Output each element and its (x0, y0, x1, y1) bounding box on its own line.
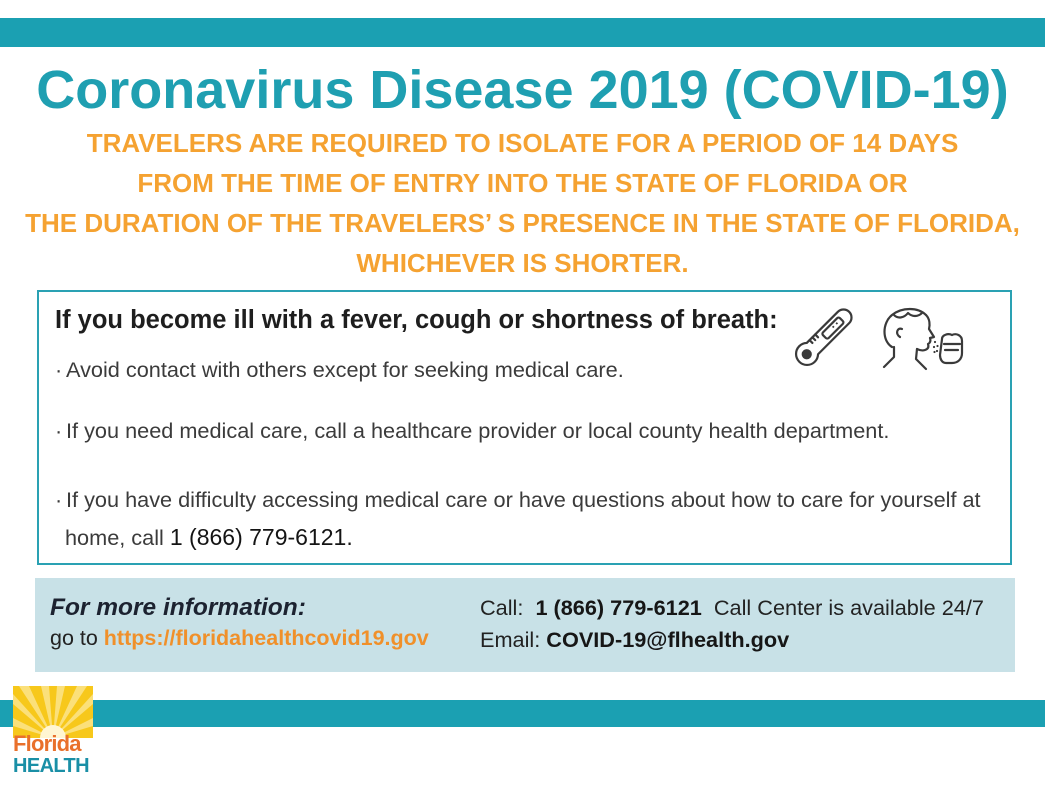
email-line (480, 626, 789, 654)
notice-line-3: THE DURATION OF THE TRAVELERS’ S PRESENCE IN THE STATE OF FLORIDA, (25, 208, 1020, 238)
helpline-phone[interactable]: 1 (866) 779-6121. (169, 524, 353, 550)
more-info-label: For more information: (50, 594, 306, 621)
bullet-marker: · (55, 487, 63, 512)
website-link[interactable]: https://floridahealthcovid19.gov (103, 626, 429, 650)
call-center-note: Call Center is available 24/7 (701, 595, 984, 620)
email-link[interactable]: COVID-19@flhealth.gov (546, 627, 790, 652)
bullet-text: If you have difficulty accessing medical care or have questions about how to care for yourself at (66, 487, 981, 512)
list-item (55, 417, 889, 445)
notice-line-2: FROM THE TIME OF ENTRY INTO THE STATE OF FLORIDA OR (137, 168, 908, 198)
florida-health-logo (13, 686, 93, 778)
list-item (55, 356, 624, 384)
coughing-person-icon (878, 303, 968, 373)
top-teal-bar (0, 18, 1045, 47)
notice-line-1: TRAVELERS ARE REQUIRED TO ISOLATE FOR A PERIOD OF 14 DAYS (86, 128, 959, 158)
call-label: Call: (480, 595, 536, 620)
thermometer-icon (788, 303, 858, 373)
bottom-teal-bar (0, 700, 1045, 727)
bullet-marker: · (55, 357, 63, 382)
website-line (50, 624, 429, 652)
logo-word-health: HEALTH (13, 755, 90, 777)
logo-word-florida: Florida (13, 731, 81, 756)
continuation-text: home, call (65, 525, 170, 550)
bullet-marker: · (55, 418, 63, 443)
illness-guidance-box (37, 290, 1012, 565)
call-line (480, 594, 984, 622)
illness-heading: If you become ill with a fever, cough or shortness of breath: (55, 306, 778, 334)
email-label: Email: (480, 627, 547, 652)
goto-prefix: go to (50, 626, 104, 650)
list-item (55, 486, 981, 514)
bullet-continuation (65, 523, 353, 551)
more-info-panel (35, 578, 1015, 672)
call-center-phone[interactable]: 1 (866) 779-6121 (535, 595, 702, 620)
bullet-text: If you need medical care, call a healthcare provider or local county health department. (66, 418, 890, 443)
bullet-text: Avoid contact with others except for seeking medical care. (66, 357, 624, 382)
notice-line-4: WHICHEVER IS SHORTER. (356, 248, 689, 278)
page-title: Coronavirus Disease 2019 (COVID-19) (36, 60, 1009, 120)
